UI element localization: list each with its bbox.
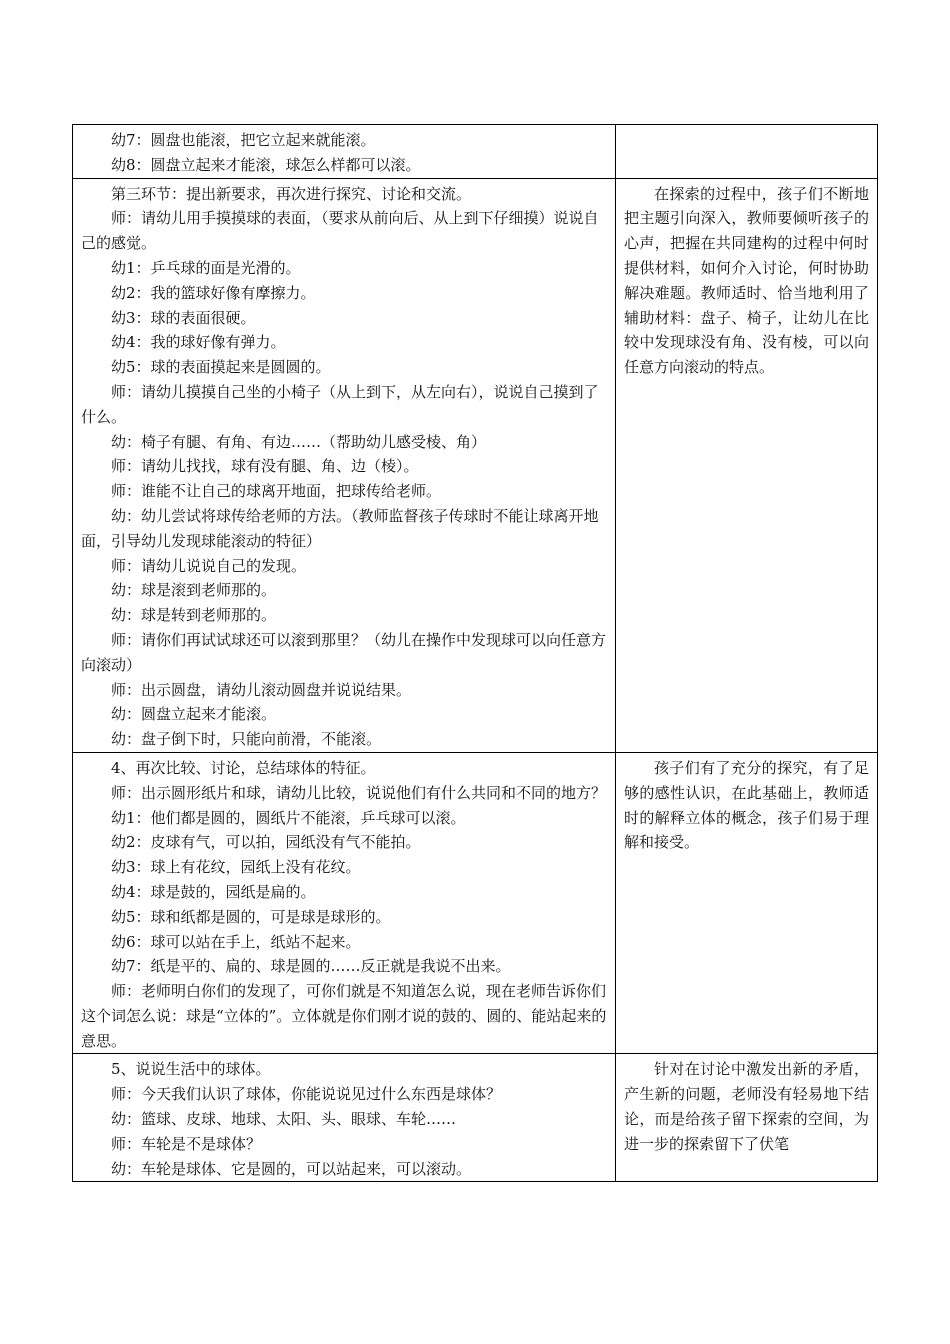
dialogue-line: 幼5：球和纸都是圆的，可是球是球形的。	[111, 907, 391, 926]
lesson-table	[72, 124, 878, 1182]
dialogue-line: 师：车轮是不是球体？	[111, 1134, 262, 1153]
dialogue-line: 师：请幼儿找找，球有没有腿、角、边（棱）。	[111, 457, 419, 476]
table-row	[73, 125, 878, 179]
dialogue-line: 幼4：我的球好像有弹力。	[111, 333, 286, 352]
dialogue-line: 师：老师明白你们的发现了，可你们就是不知道怎么说，现在老师告诉你们这个词怎么说：球是“立体的”。立体就是你们刚才说的鼓的、圆的、能站起来的意思。	[81, 982, 607, 1050]
dialogue-line: 幼：篮球、皮球、地球、太阳、头、眼球、车轮……	[111, 1110, 457, 1129]
dialogue-line: 幼2：皮球有气，可以拍，园纸没有气不能拍。	[111, 833, 421, 852]
dialogue-line: 幼6：球可以站在手上，纸站不起来。	[111, 932, 361, 951]
dialogue-line: 幼：球是滚到老师那的。	[111, 581, 277, 600]
dialogue-line: 师：请幼儿说说自己的发现。	[111, 556, 307, 575]
dialogue-line: 幼：幼儿尝试将球传给老师的方法。（教师监督孩子传球时不能让球离开地面，引导幼儿发现球能滚动的特征）	[81, 506, 599, 550]
dialogue-line: 幼：圆盘立起来才能滚。	[111, 705, 277, 724]
commentary-cell	[616, 1054, 878, 1182]
dialogue-line: 师：今天我们认识了球体，你能说说见过什么东西是球体？	[111, 1085, 502, 1104]
dialogue-line: 师：请你们再试试球还可以滚到那里？（幼儿在操作中发现球可以向任意方向滚动）	[81, 630, 607, 674]
dialogue-line: 幼：车轮是球体、它是圆的，可以站起来，可以滚动。	[111, 1159, 472, 1178]
dialogue-line: 师：出示圆盘，请幼儿滚动圆盘并说说结果。	[111, 680, 412, 699]
dialogue-line: 师：出示圆形纸片和球，请幼儿比较，说说他们有什么共同和不同的地方？	[111, 783, 607, 802]
dialogue-line: 幼2：我的篮球好像有摩擦力。	[111, 283, 316, 302]
dialogue-line: 幼3：球的表面很硬。	[111, 308, 256, 327]
dialogue-cell	[73, 752, 616, 1054]
dialogue-line: 幼8：圆盘立起来才能滚，球怎么样都可以滚。	[111, 155, 421, 174]
dialogue-line: 幼5：球的表面摸起来是圆圆的。	[111, 358, 331, 377]
commentary-cell	[616, 178, 878, 752]
commentary-text: 针对在讨论中激发出新的矛盾，产生新的问题，老师没有轻易地下结论，而是给孩子留下探索的空间，为进一步的探索留下了伏笔	[624, 1060, 869, 1153]
dialogue-line: 幼：盘子倒下时，只能向前滑，不能滚。	[111, 730, 382, 749]
dialogue-cell	[73, 178, 616, 752]
section-heading: 第三环节：提出新要求，再次进行探究、讨论和交流。	[111, 184, 472, 203]
dialogue-line: 幼1：乒乓球的面是光滑的。	[111, 258, 301, 277]
commentary-cell	[616, 752, 878, 1054]
dialogue-line: 幼7：纸是平的、扁的、球是圆的……反正就是我说不出来。	[111, 957, 511, 976]
commentary-text: 孩子们有了充分的探究，有了足够的感性认识，在此基础上，教师适时的解释立体的概念，孩子们易于理解和接受。	[624, 758, 869, 852]
section-heading: 5、说说生活中的球体。	[111, 1060, 271, 1079]
dialogue-line: 幼1：他们都是圆的，圆纸片不能滚，乒乓球可以滚。	[111, 808, 466, 827]
dialogue-line: 幼：球是转到老师那的。	[111, 606, 277, 625]
dialogue-line: 幼4：球是鼓的，园纸是扁的。	[111, 882, 316, 901]
dialogue-line: 幼：椅子有腿、有角、有边……（帮助幼儿感受棱、角）	[111, 432, 487, 451]
table-row	[73, 752, 878, 1054]
dialogue-line: 师：谁能不让自己的球离开地面，把球传给老师。	[111, 482, 442, 501]
section-heading: 4、再次比较、讨论，总结球体的特征。	[111, 758, 376, 777]
dialogue-line: 幼3：球上有花纹，园纸上没有花纹。	[111, 858, 361, 877]
dialogue-line: 师：请幼儿摸摸自己坐的小椅子（从上到下，从左向右），说说自己摸到了什么。	[81, 382, 599, 426]
dialogue-line: 师：请幼儿用手摸摸球的表面，（要求从前向后、从上到下仔细摸）说说自己的感觉。	[81, 209, 599, 253]
dialogue-cell	[73, 1054, 616, 1182]
dialogue-cell	[73, 125, 616, 179]
commentary-text: 在探索的过程中，孩子们不断地把主题引向深入，教师要倾听孩子的心声，把握在共同建构的过程中何时提供材料，如何介入讨论，何时协助解决难题。教师适时、恰当地利用了辅助材料：盘子、椅子，让幼儿在比较中发现球没有角、没有棱，可以向任意方向滚动的特点。	[624, 184, 869, 377]
commentary-cell	[616, 125, 878, 179]
dialogue-line: 幼7：圆盘也能滚，把它立起来就能滚。	[111, 131, 376, 149]
table-row	[73, 1054, 878, 1182]
table-row	[73, 178, 878, 752]
